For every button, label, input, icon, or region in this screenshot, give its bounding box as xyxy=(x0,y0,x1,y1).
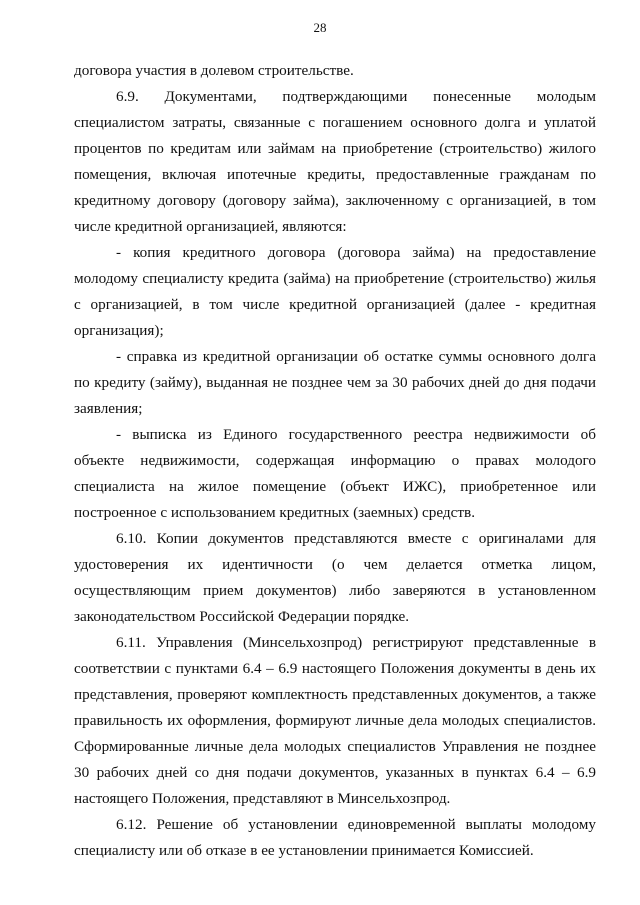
list-item-debt-certificate: - справка из кредитной организации об остатке суммы основного долга по кредиту (займу), выданная не позднее чем за 30 рабочих дней до дня подачи заявления; xyxy=(74,348,596,417)
paragraph-6-11: 6.11. Управления (Минсельхозпрод) регистрируют представленные в соответствии с пунктами 6.4 – 6.9 настоящего Положения документы в день их представления, проверяют комплектность представленных документов, а также правильность их оформления, формируют личные дела молодых специалистов. Сформированные личные дела молодых специалистов Управления не позднее 30 рабочих дней со дня подачи документов, указанных в пунктах 6.4 – 6.9 настоящего Положения, представляют в Минсельхозпрод. xyxy=(74,634,596,807)
list-item-loan-agreement: - копия кредитного договора (договора займа) на предоставление молодому специалисту кредита (займа) на приобретение (строительство) жилья с организацией, в том числе кредитной организацией (далее - кредитная организация); xyxy=(74,244,596,339)
paragraph-6-12: 6.12. Решение об установлении единовременной выплаты молодому специалисту или об отказе в ее установлении принимается Комиссией. xyxy=(74,816,596,859)
paragraph-continuation: договора участия в долевом строительстве. xyxy=(74,62,354,79)
list-item-registry-extract: - выписка из Единого государственного реестра недвижимости об объекте недвижимости, содержащая информацию о правах молодого специалиста на жилое помещение (объект ИЖС), приобретенное или построенное с использованием кредитных (заемных) средств. xyxy=(74,426,596,521)
document-body xyxy=(74,58,596,864)
page-number: 28 xyxy=(313,20,327,35)
paragraph-6-9: 6.9. Документами, подтверждающими понесенные молодым специалистом затраты, связанные с погашением основного долга и уплатой процентов по кредитам или займам на приобретение (строительство) жилого помещения, включая ипотечные кредиты, предоставленные гражданам по кредитному договору (договору займа), заключенному с организацией, в том числе кредитной организацией, являются: xyxy=(74,88,596,235)
paragraph-6-10: 6.10. Копии документов представляются вместе с оригиналами для удостоверения их идентичности (о чем делается отметка лицом, осуществляющим прием документов) либо заверяются в установленном законодательством Российской Федерации порядке. xyxy=(74,530,596,625)
